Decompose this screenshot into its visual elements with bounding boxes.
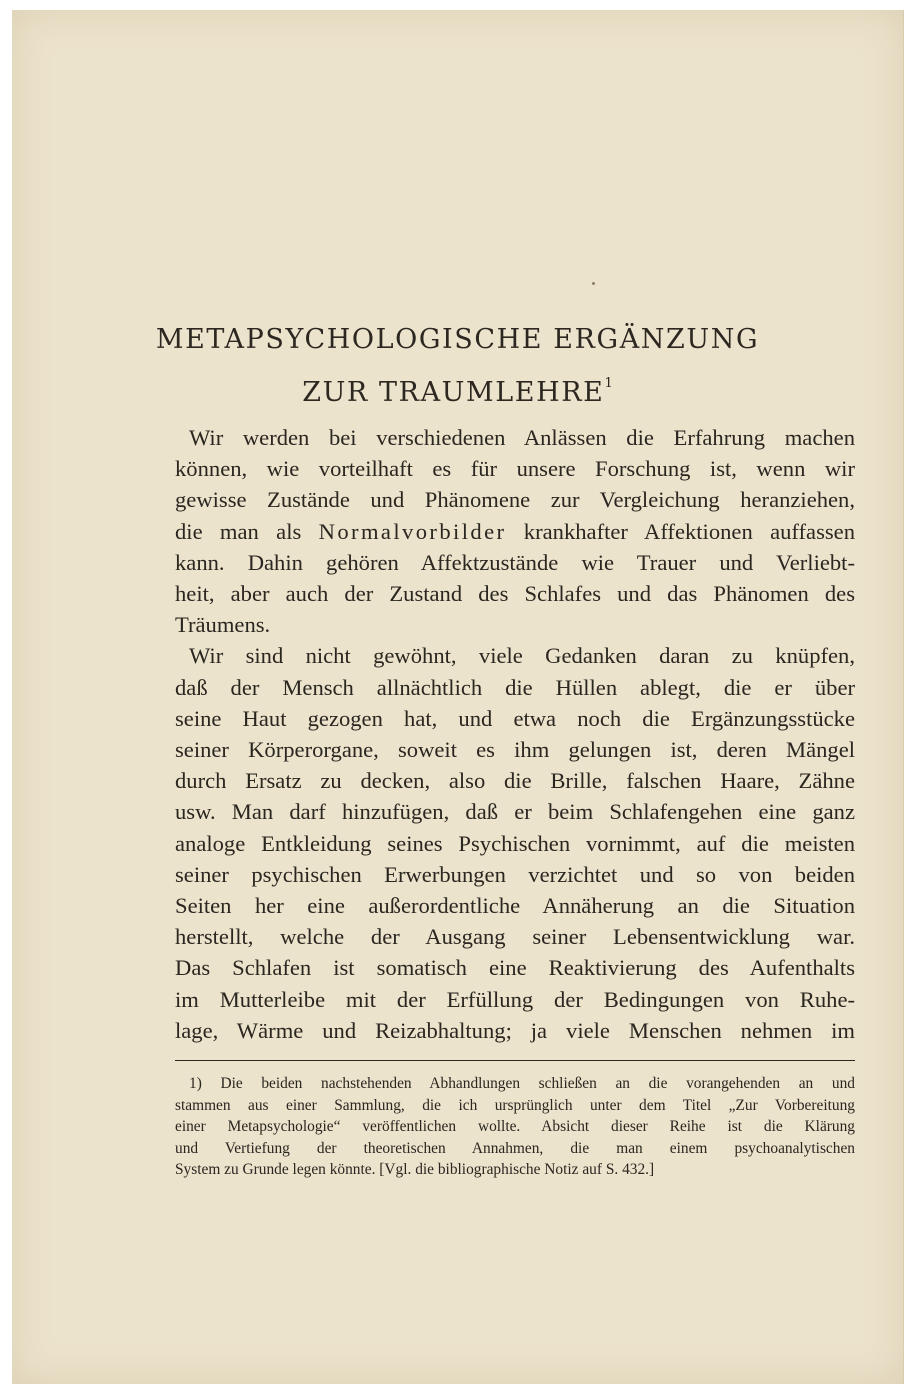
body-text	[175, 422, 855, 1046]
text-fragment: die man als	[175, 518, 302, 544]
text-line: gewisse Zustände und Phänomene zur Vergleichung heranziehen,	[175, 487, 855, 513]
footnote-line: 1) Die beiden nachstehenden Abhandlungen schließen an die vorangehenden an und	[189, 1075, 855, 1092]
text-line: seiner psychischen Erwerbungen verzichtet und so von beiden	[175, 861, 855, 887]
text-line: analoge Entkleidung seines Psychischen vornimmt, auf die meisten	[175, 830, 855, 856]
text-line: seiner Körperorgane, soweit es ihm gelungen ist, deren Mängel	[175, 737, 855, 763]
text-line: Das Schlafen ist somatisch eine Reaktivierung des Aufenthalts	[175, 955, 855, 981]
text-line: Träumens.	[175, 612, 271, 638]
text-line: Wir werden bei verschiedenen Anlässen die Erfahrung machen	[189, 425, 855, 450]
book-page	[12, 10, 904, 1384]
text-line: daß der Mensch allnächtlich die Hüllen ablegt, die er über	[175, 674, 855, 700]
paragraph-2	[175, 640, 855, 1046]
text-line: seine Haut gezogen hat, und etwa noch die Ergänzungsstücke	[175, 705, 855, 731]
footnote-line: System zu Grunde legen könnte. [Vgl. die bibliographische Notiz auf S. 432.]	[175, 1161, 655, 1179]
chapter-title-line-2: ZUR TRAUMLEHRE	[302, 377, 605, 408]
footnote-reference: 1	[604, 376, 613, 391]
paragraph-1	[175, 422, 855, 640]
text-line: heit, aber auch der Zustand des Schlafes und das Phänomen des	[175, 581, 855, 607]
footnote-divider	[175, 1060, 855, 1061]
footnote	[175, 1073, 855, 1181]
chapter-title	[12, 318, 903, 415]
chapter-title-line-1: METAPSYCHOLOGISCHE ERGÄNZUNG	[155, 324, 760, 355]
text-line: durch Ersatz zu decken, also die Brille, falschen Haare, Zähne	[175, 768, 855, 794]
footnote-line: einer Metapsychologie“ veröffentlichen wollte. Absicht dieser Reihe ist die Klärung	[175, 1118, 855, 1136]
footnote-line: stammen aus einer Sammlung, die ich ursprünglich unter dem Titel „Zur Vorbereitung	[175, 1096, 855, 1114]
text-fragment: krankhafter Affektionen auffassen	[523, 518, 855, 544]
footnote-line: und Vertiefung der theoretischen Annahmen, die man einem psychoanalytischen	[175, 1139, 855, 1157]
text-line: im Mutterleibe mit der Erfüllung der Bedingungen von Ruhe-	[175, 986, 855, 1012]
text-line	[175, 516, 855, 547]
ink-speck	[592, 282, 595, 285]
text-line: usw. Man darf hinzufügen, daß er beim Schlafengehen eine ganz	[175, 799, 855, 825]
emphasized-term: Normalvorbilder	[318, 518, 507, 544]
text-line: Wir sind nicht gewöhnt, viele Gedanken daran zu knüpfen,	[189, 643, 855, 669]
text-line: kann. Dahin gehören Affektzustände wie Trauer und Verliebt-	[175, 549, 855, 575]
text-line: herstellt, welche der Ausgang seiner Lebensentwicklung war.	[175, 924, 855, 950]
text-line: können, wie vorteilhaft es für unsere Forschung ist, wenn wir	[175, 456, 855, 482]
text-line: lage, Wärme und Reizabhaltung; ja viele Menschen nehmen im	[175, 1017, 855, 1043]
text-line: Seiten her eine außerordentliche Annäherung an die Situation	[175, 893, 855, 919]
